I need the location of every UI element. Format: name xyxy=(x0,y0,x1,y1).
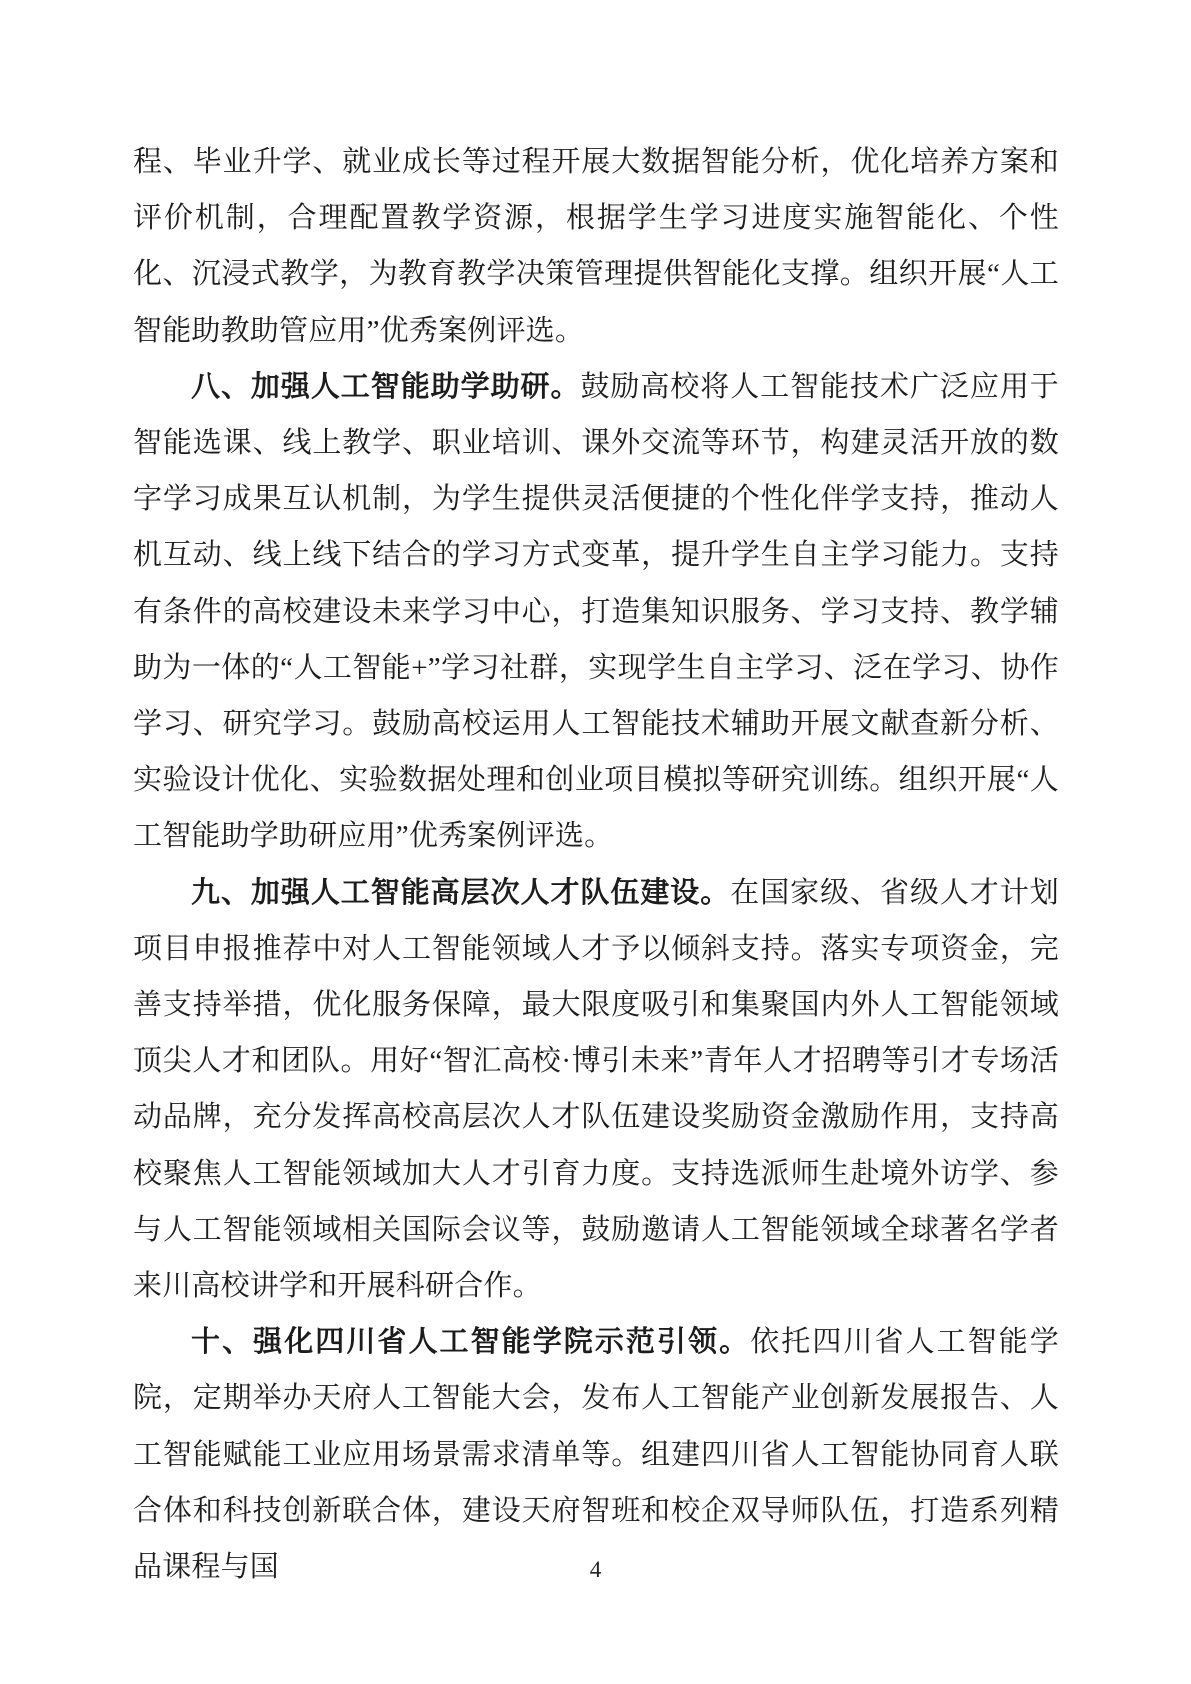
paragraph-text: 鼓励高校将人工智能技术广泛应用于智能选课、线上教学、职业培训、课外交流等环节，构建灵活开放的数字学习成果互认机制，为学生提供灵活便捷的个性化伴学支持，推动人机互动、线上线下结合的学习方式变革，提升学生自主学习能力。支持有条件的高校建设未来学习中心，打造集知识服务、学习支持、教学辅助为一体的“人工智能+”学习社群，实现学生自主学习、泛在学习、协作学习、研究学习。鼓励高校运用人工智能技术辅助开展文献查新分析、实验设计优化、实验数据处理和创业项目模拟等研究训练。组织开展“人工智能助学助研应用”优秀案例评选。 xyxy=(133,370,1059,853)
paragraph-section-10 xyxy=(133,1314,1059,1595)
paragraph-text: 依托四川省人工智能学院，定期举办天府人工智能大会，发布人工智能产业创新发展报告、人工智能赋能工业应用场景需求清单等。组建四川省人工智能协同育人联合体和科技创新联合体，建设天府智班和校企双导师队伍，打造系列精品课程与国 xyxy=(133,1326,1059,1584)
paragraph-text: 在国家级、省级人才计划项目申报推荐中对人工智能领域人才予以倾斜支持。落实专项资金，完善支持举措，优化服务保障，最大限度吸引和集聚国内外人工智能领域顶尖人才和团队。用好“智汇高校·博引未来”青年人才招聘等引才专场活动品牌，充分发挥高校高层次人才队伍建设奖励资金激励作用，支持高校聚焦人工智能领域加大人才引育力度。支持选派师生赴境外访学、参与人工智能领域相关国际会议等，鼓励邀请人工智能领域全球著名学者来川高校讲学和开展科研合作。 xyxy=(133,876,1060,1303)
section-9-heading: 九、加强人工智能高层次人才队伍建设。 xyxy=(191,876,731,909)
paragraph-section-9 xyxy=(133,865,1059,1315)
document-body xyxy=(133,134,1059,1595)
section-10-heading: 十、强化四川省人工智能学院示范引领。 xyxy=(191,1326,751,1359)
page-number: 4 xyxy=(589,1557,602,1582)
paragraph-continuation xyxy=(133,134,1059,359)
paragraph-section-8 xyxy=(133,359,1059,865)
section-8-heading: 八、加强人工智能助学助研。 xyxy=(191,370,581,403)
paragraph-text: 程、毕业升学、就业成长等过程开展大数据智能分析，优化培养方案和评价机制，合理配置教学资源，根据学生学习进度实施智能化、个性化、沉浸式教学，为教育教学决策管理提供智能化支撑。组织开展“人工智能助教助管应用”优秀案例评选。 xyxy=(133,146,1059,347)
